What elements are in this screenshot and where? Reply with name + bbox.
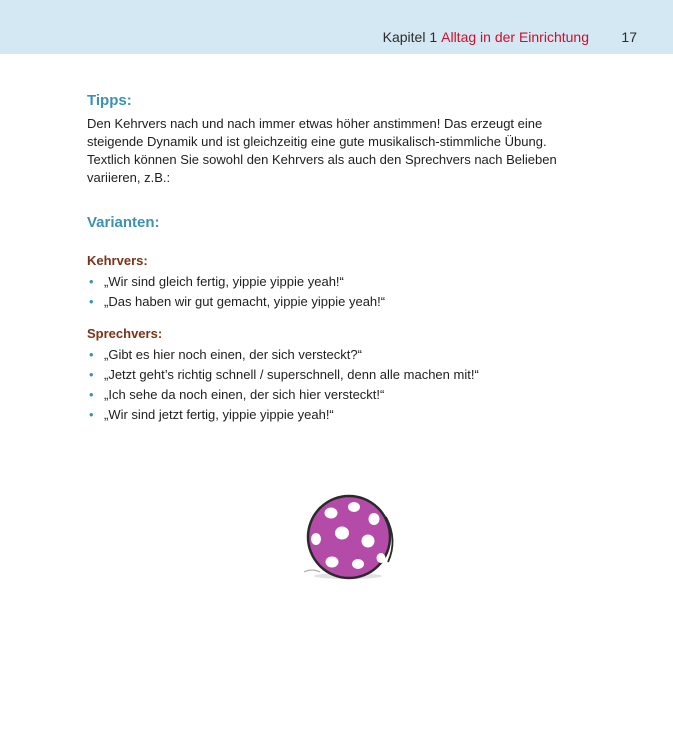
list-item: • „Wir sind gleich fertig, yippie yippie yeah!“ — [87, 272, 597, 292]
list-item: • „Jetzt geht’s richtig schnell / superschnell, denn alle machen mit!“ — [87, 365, 597, 385]
bullet-icon: • — [89, 294, 94, 309]
list-item: • „Ich sehe da noch einen, der sich hier versteckt!“ — [87, 385, 597, 405]
varianten-heading: Varianten: — [87, 214, 160, 231]
bullet-icon: • — [89, 407, 94, 422]
list-item: • „Gibt es hier noch einen, der sich versteckt?“ — [87, 345, 597, 365]
page-header — [0, 0, 673, 54]
bullet-icon: • — [89, 367, 94, 382]
sprechvers-heading: Sprechvers: — [87, 326, 163, 341]
tipps-heading: Tipps: — [87, 92, 132, 109]
sprechvers-list — [87, 345, 597, 425]
tipps-paragraph: Den Kehrvers nach und nach immer etwas höher anstimmen! Das erzeugt eine steigende Dynamik und ist gleichzeitig eine gute musikalisch-stimmliche Übung. — [87, 116, 547, 149]
running-title — [383, 29, 589, 45]
section-label: Alltag in der Einrichtung — [441, 29, 589, 45]
kehrvers-list — [87, 272, 597, 312]
polka-dot-ball-icon — [298, 492, 402, 582]
bullet-icon: • — [89, 274, 94, 289]
list-item: • „Wir sind jetzt fertig, yippie yippie yeah!“ — [87, 405, 597, 425]
page-content — [87, 92, 597, 425]
bullet-icon: • — [89, 387, 94, 402]
tipps-body — [87, 115, 597, 187]
chapter-label: Kapitel 1 — [382, 29, 438, 45]
kehrvers-heading: Kehrvers: — [87, 253, 148, 268]
bullet-icon: • — [89, 347, 94, 362]
page-number: 17 — [621, 29, 637, 45]
list-item: • „Das haben wir gut gemacht, yippie yippie yeah!“ — [87, 292, 597, 312]
tipps-paragraph: Textlich können Sie sowohl den Kehrvers als auch den Sprechvers nach Belieben variieren, z.B.: — [87, 152, 557, 185]
